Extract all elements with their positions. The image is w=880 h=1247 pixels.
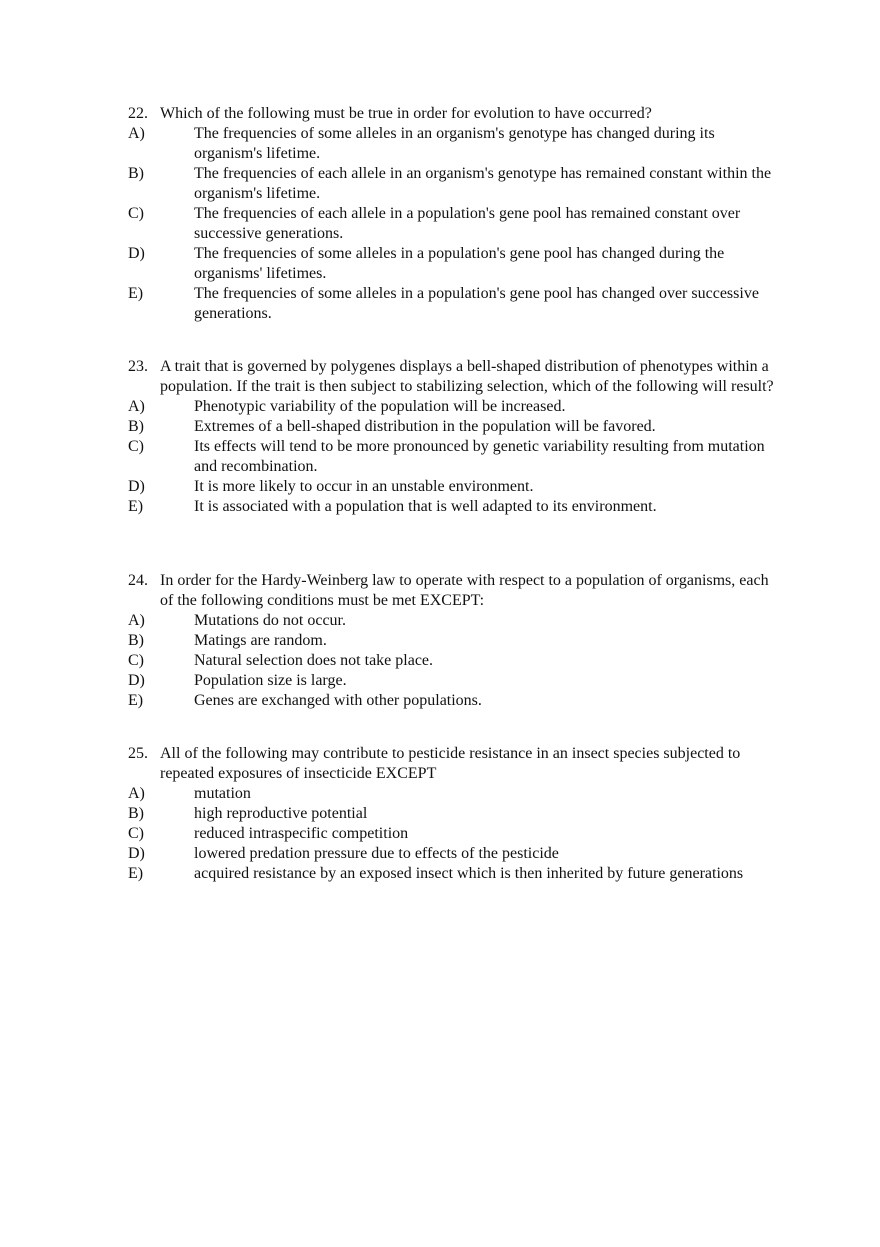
choice-b	[128, 164, 778, 204]
choice-text: Natural selection does not take place.	[194, 652, 434, 669]
choice-letter: B)	[128, 632, 144, 649]
choice-text: reduced intraspecific competition	[194, 825, 409, 842]
question-number: 24.	[128, 572, 148, 589]
choice-text: high reproductive potential	[194, 805, 368, 822]
choice-letter: E)	[128, 865, 144, 882]
choice-c	[128, 437, 778, 477]
choice-letter: D)	[128, 672, 145, 689]
answer-choices	[128, 124, 778, 324]
choice-letter: A)	[128, 785, 145, 802]
choice-text: mutation	[194, 785, 251, 802]
question-number: 25.	[128, 745, 148, 762]
choice-text: Its effects will tend to be more pronounced by genetic variability resulting from mutation and recombination.	[194, 438, 765, 475]
choice-letter: E)	[128, 498, 144, 515]
choice-b	[128, 804, 778, 824]
choice-letter: B)	[128, 418, 144, 435]
answer-choices	[128, 611, 778, 711]
answer-choices	[128, 784, 778, 884]
choice-letter: D)	[128, 478, 145, 495]
question-stem	[128, 744, 778, 784]
choice-text: Mutations do not occur.	[194, 612, 346, 629]
question-text: In order for the Hardy-Weinberg law to operate with respect to a population of organisms, each of the following conditions must be met EXCEPT:	[160, 572, 769, 609]
choice-c	[128, 824, 778, 844]
choice-letter: B)	[128, 805, 144, 822]
choice-d	[128, 844, 778, 864]
question-text: Which of the following must be true in order for evolution to have occurred?	[160, 105, 652, 122]
choice-letter: C)	[128, 205, 144, 222]
choice-letter: D)	[128, 845, 145, 862]
choice-d	[128, 477, 778, 497]
choice-b	[128, 417, 778, 437]
choice-e	[128, 691, 778, 711]
question-stem	[128, 571, 778, 611]
question-24	[128, 571, 778, 711]
choice-letter: D)	[128, 245, 145, 262]
choice-c	[128, 651, 778, 671]
choice-letter: C)	[128, 652, 144, 669]
choice-text: The frequencies of each allele in an organism's genotype has remained constant within the organism's lifetime.	[194, 165, 772, 202]
choice-letter: B)	[128, 165, 144, 182]
choice-text: The frequencies of some alleles in an organism's genotype has changed during its organism's lifetime.	[194, 125, 715, 162]
choice-b	[128, 631, 778, 651]
question-25	[128, 744, 778, 884]
choice-text: Matings are random.	[194, 632, 327, 649]
choice-text: acquired resistance by an exposed insect which is then inherited by future generations	[194, 865, 744, 882]
choice-letter: A)	[128, 612, 145, 629]
answer-choices	[128, 397, 778, 517]
choice-e	[128, 284, 778, 324]
choice-c	[128, 204, 778, 244]
choice-text: Extremes of a bell-shaped distribution in the population will be favored.	[194, 418, 656, 435]
question-23	[128, 357, 778, 517]
question-number: 22.	[128, 105, 148, 122]
choice-text: It is associated with a population that is well adapted to its environment.	[194, 498, 657, 515]
choice-letter: A)	[128, 398, 145, 415]
choice-d	[128, 244, 778, 284]
question-text: A trait that is governed by polygenes displays a bell-shaped distribution of phenotypes within a population. If the trait is then subject to stabilizing selection, which of the following will result?	[160, 358, 774, 395]
choice-a	[128, 124, 778, 164]
choice-text: The frequencies of some alleles in a population's gene pool has changed over successive generations.	[194, 285, 759, 322]
choice-letter: C)	[128, 825, 144, 842]
question-text: All of the following may contribute to pesticide resistance in an insect species subjected to repeated exposures of insecticide EXCEPT	[160, 745, 741, 782]
choice-text: Phenotypic variability of the population will be increased.	[194, 398, 566, 415]
question-stem	[128, 104, 778, 124]
choice-a	[128, 611, 778, 631]
choice-a	[128, 784, 778, 804]
choice-text: It is more likely to occur in an unstable environment.	[194, 478, 534, 495]
choice-text: The frequencies of each allele in a population's gene pool has remained constant over successive generations.	[194, 205, 741, 242]
choice-d	[128, 671, 778, 691]
choice-letter: E)	[128, 285, 144, 302]
question-stem	[128, 357, 778, 397]
question-22	[128, 104, 778, 324]
choice-letter: A)	[128, 125, 145, 142]
choice-text: Population size is large.	[194, 672, 347, 689]
choice-text: lowered predation pressure due to effects of the pesticide	[194, 845, 559, 862]
choice-text: Genes are exchanged with other populations.	[194, 692, 482, 709]
choice-letter: E)	[128, 692, 144, 709]
choice-e	[128, 497, 778, 517]
choice-e	[128, 864, 778, 884]
choice-a	[128, 397, 778, 417]
choice-letter: C)	[128, 438, 144, 455]
choice-text: The frequencies of some alleles in a population's gene pool has changed during the organisms' lifetimes.	[194, 245, 725, 282]
question-number: 23.	[128, 358, 148, 375]
